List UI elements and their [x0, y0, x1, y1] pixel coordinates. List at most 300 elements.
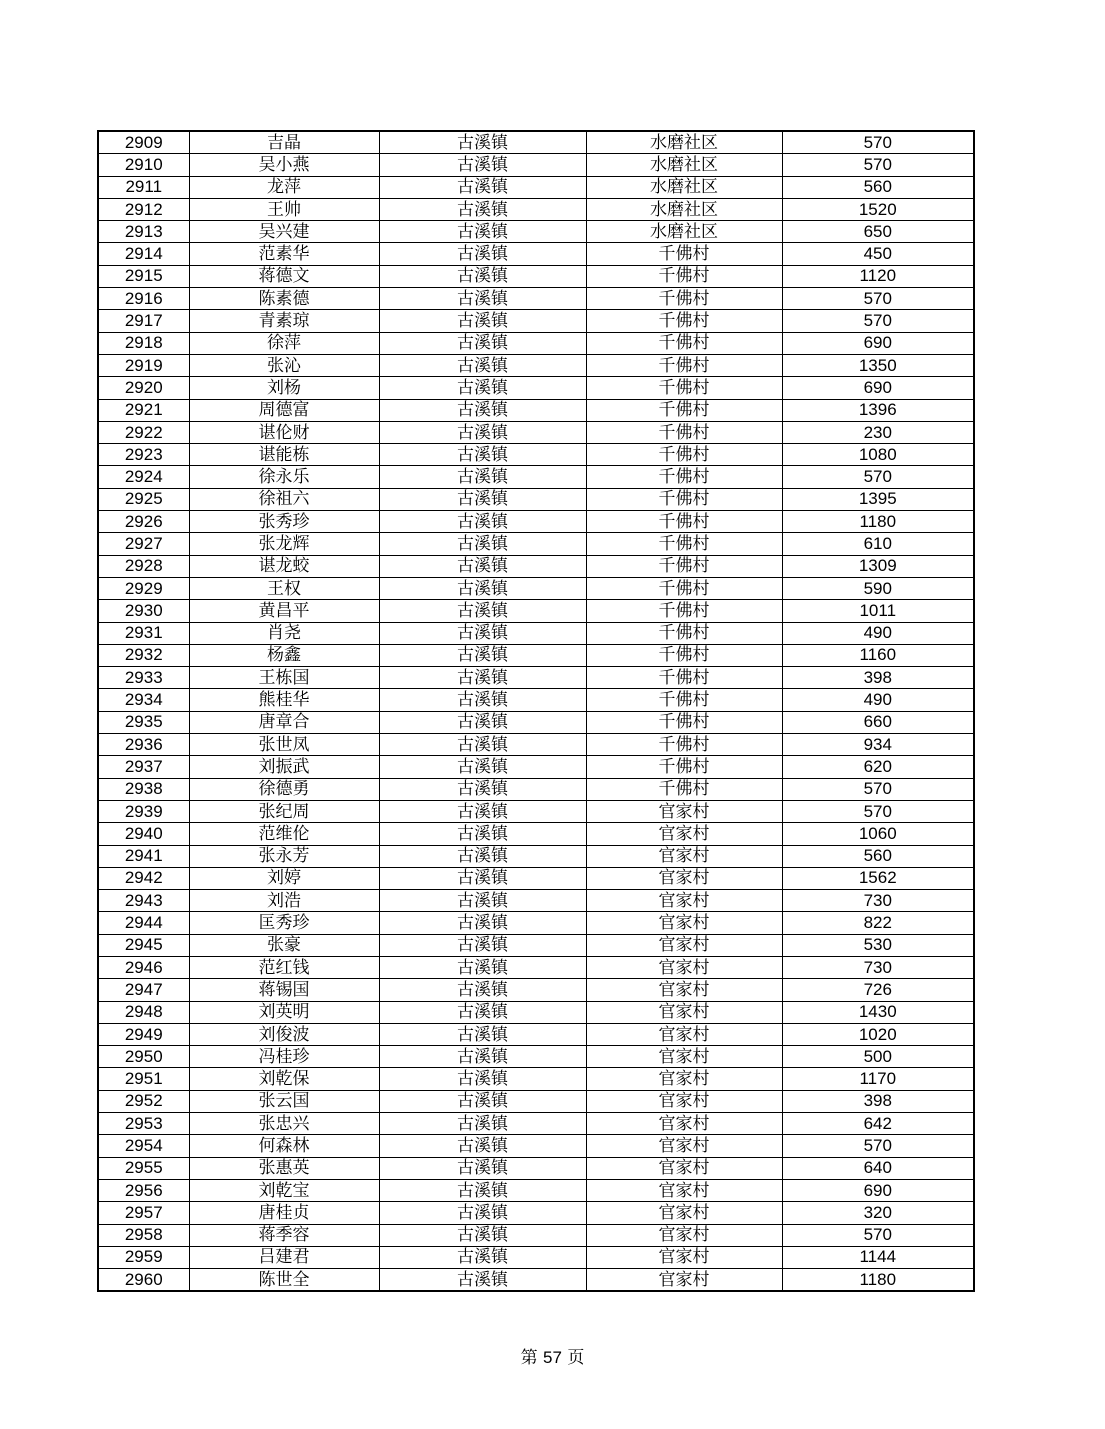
row-number-cell: 2935: [98, 711, 189, 733]
table-row: [98, 934, 974, 956]
name-cell: 张纪周: [189, 800, 379, 822]
page-number: 57: [543, 1348, 562, 1367]
row-number-cell: 2936: [98, 734, 189, 756]
name-cell: 张云国: [189, 1090, 379, 1112]
town-cell: 古溪镇: [379, 622, 586, 644]
town-cell: 古溪镇: [379, 131, 586, 154]
name-cell: 张惠英: [189, 1157, 379, 1179]
amount-cell: 560: [782, 845, 974, 867]
table-row: [98, 1269, 974, 1292]
village-cell: 千佛村: [586, 756, 782, 778]
name-cell: 徐萍: [189, 332, 379, 354]
amount-cell: 660: [782, 711, 974, 733]
town-cell: 古溪镇: [379, 1001, 586, 1023]
row-number-cell: 2938: [98, 778, 189, 800]
page-footer: [0, 1343, 1105, 1368]
table-row: [98, 1113, 974, 1135]
village-cell: 千佛村: [586, 332, 782, 354]
table-row: [98, 555, 974, 577]
table-row: [98, 912, 974, 934]
row-number-cell: 2933: [98, 667, 189, 689]
amount-cell: 650: [782, 221, 974, 243]
row-number-cell: 2915: [98, 265, 189, 287]
amount-cell: 730: [782, 890, 974, 912]
amount-cell: 1160: [782, 644, 974, 666]
village-cell: 千佛村: [586, 711, 782, 733]
town-cell: 古溪镇: [379, 154, 586, 176]
row-number-cell: 2951: [98, 1068, 189, 1090]
amount-cell: 1011: [782, 600, 974, 622]
village-cell: 千佛村: [586, 577, 782, 599]
village-cell: 官家村: [586, 1135, 782, 1157]
village-cell: 官家村: [586, 1001, 782, 1023]
row-number-cell: 2945: [98, 934, 189, 956]
village-cell: 官家村: [586, 867, 782, 889]
row-number-cell: 2929: [98, 577, 189, 599]
amount-cell: 1395: [782, 488, 974, 510]
village-cell: 官家村: [586, 845, 782, 867]
village-cell: 千佛村: [586, 310, 782, 332]
amount-cell: 730: [782, 956, 974, 978]
town-cell: 古溪镇: [379, 377, 586, 399]
row-number-cell: 2943: [98, 890, 189, 912]
row-number-cell: 2918: [98, 332, 189, 354]
town-cell: 古溪镇: [379, 511, 586, 533]
table-row: [98, 154, 974, 176]
amount-cell: 1180: [782, 511, 974, 533]
amount-cell: 570: [782, 154, 974, 176]
village-cell: 官家村: [586, 800, 782, 822]
village-cell: 水磨社区: [586, 221, 782, 243]
amount-cell: 570: [782, 310, 974, 332]
village-cell: 官家村: [586, 956, 782, 978]
table-row: [98, 1246, 974, 1268]
town-cell: 古溪镇: [379, 934, 586, 956]
village-cell: 千佛村: [586, 444, 782, 466]
table-row: [98, 1202, 974, 1224]
name-cell: 范维伦: [189, 823, 379, 845]
table-row: [98, 1224, 974, 1246]
name-cell: 王权: [189, 577, 379, 599]
name-cell: 徐德勇: [189, 778, 379, 800]
page-suffix: 页: [567, 1348, 585, 1368]
row-number-cell: 2934: [98, 689, 189, 711]
name-cell: 张忠兴: [189, 1113, 379, 1135]
table-row: [98, 377, 974, 399]
name-cell: 蒋季容: [189, 1224, 379, 1246]
village-cell: 水磨社区: [586, 198, 782, 220]
name-cell: 陈素德: [189, 288, 379, 310]
amount-cell: 570: [782, 800, 974, 822]
amount-cell: 320: [782, 1202, 974, 1224]
town-cell: 古溪镇: [379, 644, 586, 666]
name-cell: 唐桂贞: [189, 1202, 379, 1224]
table-row: [98, 600, 974, 622]
table-row: [98, 1023, 974, 1045]
amount-cell: 1430: [782, 1001, 974, 1023]
table-row: [98, 488, 974, 510]
table-row: [98, 711, 974, 733]
amount-cell: 1562: [782, 867, 974, 889]
name-cell: 刘婷: [189, 867, 379, 889]
name-cell: 蒋锡国: [189, 979, 379, 1001]
name-cell: 王栋国: [189, 667, 379, 689]
village-cell: 千佛村: [586, 533, 782, 555]
table-row: [98, 533, 974, 555]
village-cell: 官家村: [586, 890, 782, 912]
village-cell: 千佛村: [586, 689, 782, 711]
row-number-cell: 2960: [98, 1269, 189, 1292]
town-cell: 古溪镇: [379, 288, 586, 310]
table-row: [98, 644, 974, 666]
town-cell: 古溪镇: [379, 1179, 586, 1201]
town-cell: 古溪镇: [379, 1157, 586, 1179]
town-cell: 古溪镇: [379, 533, 586, 555]
table-row: [98, 332, 974, 354]
row-number-cell: 2937: [98, 756, 189, 778]
name-cell: 吕建君: [189, 1246, 379, 1268]
name-cell: 张世凤: [189, 734, 379, 756]
amount-cell: 590: [782, 577, 974, 599]
amount-cell: 690: [782, 377, 974, 399]
amount-cell: 1520: [782, 198, 974, 220]
table-row: [98, 890, 974, 912]
name-cell: 吉晶: [189, 131, 379, 154]
name-cell: 吴兴建: [189, 221, 379, 243]
row-number-cell: 2930: [98, 600, 189, 622]
village-cell: 官家村: [586, 912, 782, 934]
village-cell: 千佛村: [586, 778, 782, 800]
name-cell: 张沁: [189, 354, 379, 376]
name-cell: 刘俊波: [189, 1023, 379, 1045]
name-cell: 刘振武: [189, 756, 379, 778]
name-cell: 冯桂珍: [189, 1046, 379, 1068]
village-cell: 官家村: [586, 1246, 782, 1268]
village-cell: 官家村: [586, 1068, 782, 1090]
table-row: [98, 667, 974, 689]
amount-cell: 934: [782, 734, 974, 756]
town-cell: 古溪镇: [379, 867, 586, 889]
amount-cell: 690: [782, 1179, 974, 1201]
name-cell: 张豪: [189, 934, 379, 956]
town-cell: 古溪镇: [379, 1269, 586, 1292]
name-cell: 徐永乐: [189, 466, 379, 488]
amount-cell: 1060: [782, 823, 974, 845]
name-cell: 杨鑫: [189, 644, 379, 666]
amount-cell: 570: [782, 1135, 974, 1157]
town-cell: 古溪镇: [379, 979, 586, 1001]
name-cell: 徐祖六: [189, 488, 379, 510]
town-cell: 古溪镇: [379, 399, 586, 421]
row-number-cell: 2919: [98, 354, 189, 376]
table-row: [98, 288, 974, 310]
town-cell: 古溪镇: [379, 265, 586, 287]
name-cell: 熊桂华: [189, 689, 379, 711]
table-row: [98, 823, 974, 845]
village-cell: 官家村: [586, 823, 782, 845]
amount-cell: 620: [782, 756, 974, 778]
town-cell: 古溪镇: [379, 577, 586, 599]
amount-cell: 490: [782, 689, 974, 711]
village-cell: 水磨社区: [586, 131, 782, 154]
row-number-cell: 2932: [98, 644, 189, 666]
table-row: [98, 622, 974, 644]
town-cell: 古溪镇: [379, 711, 586, 733]
village-cell: 千佛村: [586, 265, 782, 287]
table-row: [98, 1157, 974, 1179]
village-cell: 千佛村: [586, 644, 782, 666]
row-number-cell: 2911: [98, 176, 189, 198]
name-cell: 肖尧: [189, 622, 379, 644]
amount-cell: 726: [782, 979, 974, 1001]
table-row: [98, 221, 974, 243]
name-cell: 刘杨: [189, 377, 379, 399]
row-number-cell: 2925: [98, 488, 189, 510]
table-row: [98, 421, 974, 443]
table-row: [98, 466, 974, 488]
table-row: [98, 1068, 974, 1090]
name-cell: 青素琼: [189, 310, 379, 332]
town-cell: 古溪镇: [379, 555, 586, 577]
town-cell: 古溪镇: [379, 310, 586, 332]
amount-cell: 560: [782, 176, 974, 198]
name-cell: 王帅: [189, 198, 379, 220]
row-number-cell: 2921: [98, 399, 189, 421]
village-cell: 千佛村: [586, 511, 782, 533]
table-row: [98, 310, 974, 332]
name-cell: 吴小燕: [189, 154, 379, 176]
amount-cell: 1120: [782, 265, 974, 287]
row-number-cell: 2927: [98, 533, 189, 555]
row-number-cell: 2950: [98, 1046, 189, 1068]
amount-cell: 610: [782, 533, 974, 555]
table-row: [98, 444, 974, 466]
row-number-cell: 2926: [98, 511, 189, 533]
name-cell: 陈世全: [189, 1269, 379, 1292]
table-row: [98, 511, 974, 533]
table-row: [98, 1135, 974, 1157]
town-cell: 古溪镇: [379, 1090, 586, 1112]
town-cell: 古溪镇: [379, 1202, 586, 1224]
town-cell: 古溪镇: [379, 756, 586, 778]
table-row: [98, 689, 974, 711]
row-number-cell: 2942: [98, 867, 189, 889]
table-row: [98, 1090, 974, 1112]
row-number-cell: 2939: [98, 800, 189, 822]
name-cell: 张永芳: [189, 845, 379, 867]
town-cell: 古溪镇: [379, 243, 586, 265]
village-cell: 官家村: [586, 1090, 782, 1112]
table-row: [98, 845, 974, 867]
name-cell: 刘英明: [189, 1001, 379, 1023]
village-cell: 千佛村: [586, 466, 782, 488]
village-cell: 千佛村: [586, 600, 782, 622]
row-number-cell: 2952: [98, 1090, 189, 1112]
row-number-cell: 2949: [98, 1023, 189, 1045]
row-number-cell: 2914: [98, 243, 189, 265]
town-cell: 古溪镇: [379, 778, 586, 800]
village-cell: 千佛村: [586, 421, 782, 443]
town-cell: 古溪镇: [379, 890, 586, 912]
table-row: [98, 1001, 974, 1023]
town-cell: 古溪镇: [379, 466, 586, 488]
name-cell: 谌伦财: [189, 421, 379, 443]
amount-cell: 642: [782, 1113, 974, 1135]
amount-cell: 570: [782, 778, 974, 800]
row-number-cell: 2948: [98, 1001, 189, 1023]
table-row: [98, 198, 974, 220]
table-row: [98, 756, 974, 778]
row-number-cell: 2920: [98, 377, 189, 399]
village-cell: 千佛村: [586, 555, 782, 577]
amount-cell: 822: [782, 912, 974, 934]
village-cell: 官家村: [586, 1179, 782, 1201]
table-row: [98, 734, 974, 756]
town-cell: 古溪镇: [379, 421, 586, 443]
row-number-cell: 2955: [98, 1157, 189, 1179]
table-row: [98, 956, 974, 978]
amount-cell: 570: [782, 288, 974, 310]
row-number-cell: 2958: [98, 1224, 189, 1246]
table-row: [98, 243, 974, 265]
town-cell: 古溪镇: [379, 1135, 586, 1157]
village-cell: 千佛村: [586, 354, 782, 376]
town-cell: 古溪镇: [379, 354, 586, 376]
village-cell: 千佛村: [586, 399, 782, 421]
row-number-cell: 2910: [98, 154, 189, 176]
amount-cell: 1080: [782, 444, 974, 466]
amount-cell: 490: [782, 622, 974, 644]
village-cell: 官家村: [586, 1202, 782, 1224]
amount-cell: 690: [782, 332, 974, 354]
town-cell: 古溪镇: [379, 1246, 586, 1268]
amount-cell: 640: [782, 1157, 974, 1179]
village-cell: 官家村: [586, 934, 782, 956]
table-row: [98, 354, 974, 376]
town-cell: 古溪镇: [379, 1068, 586, 1090]
village-cell: 千佛村: [586, 377, 782, 399]
table-row: [98, 979, 974, 1001]
village-cell: 千佛村: [586, 488, 782, 510]
amount-cell: 1170: [782, 1068, 974, 1090]
amount-cell: 1020: [782, 1023, 974, 1045]
town-cell: 古溪镇: [379, 1046, 586, 1068]
table-row: [98, 577, 974, 599]
name-cell: 刘乾宝: [189, 1179, 379, 1201]
town-cell: 古溪镇: [379, 444, 586, 466]
amount-cell: 500: [782, 1046, 974, 1068]
row-number-cell: 2956: [98, 1179, 189, 1201]
town-cell: 古溪镇: [379, 221, 586, 243]
amount-cell: 1309: [782, 555, 974, 577]
town-cell: 古溪镇: [379, 1023, 586, 1045]
village-cell: 水磨社区: [586, 176, 782, 198]
town-cell: 古溪镇: [379, 800, 586, 822]
town-cell: 古溪镇: [379, 734, 586, 756]
row-number-cell: 2940: [98, 823, 189, 845]
amount-cell: 530: [782, 934, 974, 956]
row-number-cell: 2912: [98, 198, 189, 220]
name-cell: 张秀珍: [189, 511, 379, 533]
row-number-cell: 2923: [98, 444, 189, 466]
town-cell: 古溪镇: [379, 600, 586, 622]
village-cell: 千佛村: [586, 243, 782, 265]
town-cell: 古溪镇: [379, 488, 586, 510]
row-number-cell: 2954: [98, 1135, 189, 1157]
village-cell: 千佛村: [586, 622, 782, 644]
village-cell: 官家村: [586, 1269, 782, 1292]
row-number-cell: 2959: [98, 1246, 189, 1268]
name-cell: 黄昌平: [189, 600, 379, 622]
amount-cell: 1350: [782, 354, 974, 376]
town-cell: 古溪镇: [379, 198, 586, 220]
name-cell: 刘浩: [189, 890, 379, 912]
town-cell: 古溪镇: [379, 332, 586, 354]
row-number-cell: 2928: [98, 555, 189, 577]
table-row: [98, 399, 974, 421]
name-cell: 龙萍: [189, 176, 379, 198]
table-row: [98, 778, 974, 800]
town-cell: 古溪镇: [379, 823, 586, 845]
name-cell: 匡秀珍: [189, 912, 379, 934]
row-number-cell: 2957: [98, 1202, 189, 1224]
name-cell: 张龙辉: [189, 533, 379, 555]
name-cell: 唐章合: [189, 711, 379, 733]
town-cell: 古溪镇: [379, 667, 586, 689]
table-row: [98, 800, 974, 822]
row-number-cell: 2913: [98, 221, 189, 243]
town-cell: 古溪镇: [379, 689, 586, 711]
row-number-cell: 2946: [98, 956, 189, 978]
row-number-cell: 2922: [98, 421, 189, 443]
town-cell: 古溪镇: [379, 912, 586, 934]
village-cell: 千佛村: [586, 667, 782, 689]
amount-cell: 398: [782, 1090, 974, 1112]
amount-cell: 570: [782, 1224, 974, 1246]
name-cell: 周德富: [189, 399, 379, 421]
amount-cell: 1144: [782, 1246, 974, 1268]
row-number-cell: 2931: [98, 622, 189, 644]
row-number-cell: 2916: [98, 288, 189, 310]
amount-cell: 570: [782, 466, 974, 488]
village-cell: 官家村: [586, 1023, 782, 1045]
amount-cell: 398: [782, 667, 974, 689]
row-number-cell: 2953: [98, 1113, 189, 1135]
town-cell: 古溪镇: [379, 1113, 586, 1135]
name-cell: 何森林: [189, 1135, 379, 1157]
name-cell: 范红钱: [189, 956, 379, 978]
village-cell: 水磨社区: [586, 154, 782, 176]
table-row: [98, 867, 974, 889]
row-number-cell: 2909: [98, 131, 189, 154]
row-number-cell: 2941: [98, 845, 189, 867]
row-number-cell: 2917: [98, 310, 189, 332]
amount-cell: 1180: [782, 1269, 974, 1292]
name-cell: 谌龙蛟: [189, 555, 379, 577]
village-cell: 官家村: [586, 1113, 782, 1135]
name-cell: 刘乾保: [189, 1068, 379, 1090]
village-cell: 千佛村: [586, 734, 782, 756]
row-number-cell: 2944: [98, 912, 189, 934]
amount-cell: 450: [782, 243, 974, 265]
table-body: [98, 131, 974, 1291]
page-prefix: 第: [520, 1348, 538, 1368]
village-cell: 官家村: [586, 979, 782, 1001]
amount-cell: 1396: [782, 399, 974, 421]
town-cell: 古溪镇: [379, 176, 586, 198]
name-cell: 谌能栋: [189, 444, 379, 466]
row-number-cell: 2924: [98, 466, 189, 488]
